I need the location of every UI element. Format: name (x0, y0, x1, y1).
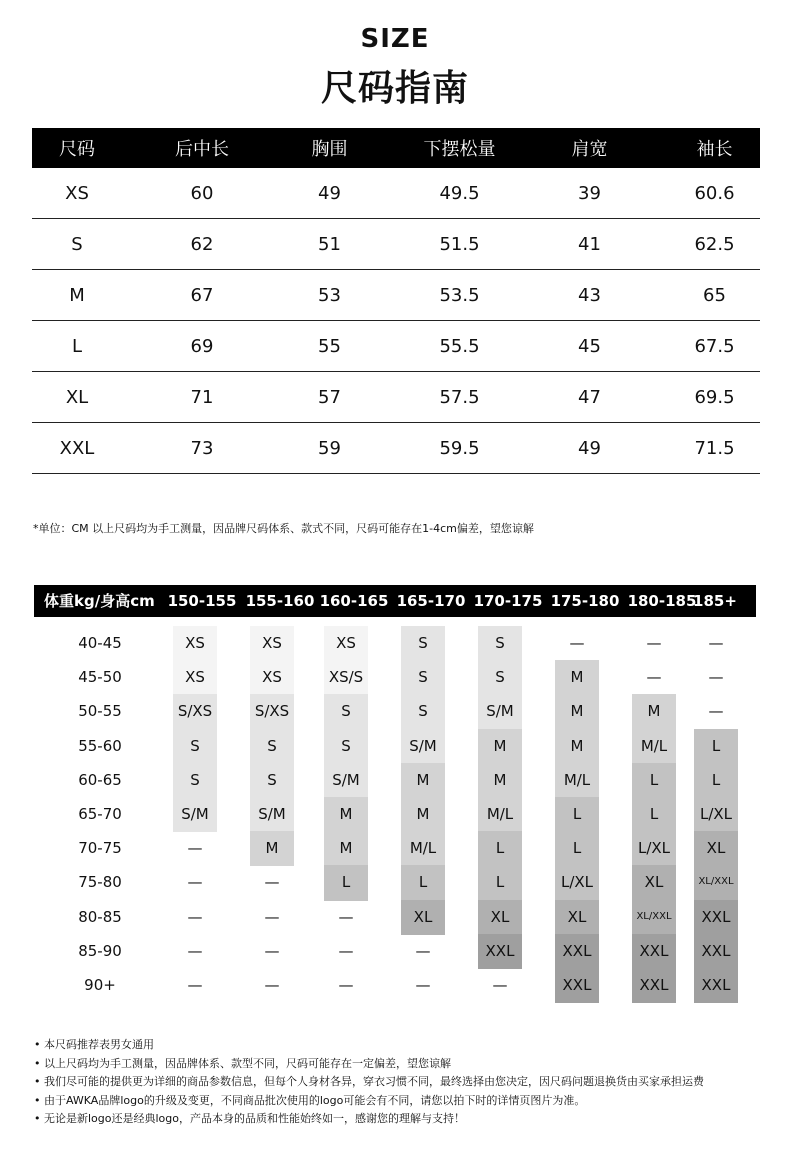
header-size: 尺码 (59, 139, 95, 160)
recommended-size-cell: — (708, 702, 724, 721)
recommended-size-cell: L (649, 770, 659, 789)
weight-row-label: 80-85 (78, 907, 122, 926)
cell-sleeve: 67.5 (694, 335, 735, 357)
cell-back-length: 60 (190, 182, 214, 204)
cell-chest: 53 (318, 284, 341, 306)
recommended-size-cell: M (493, 736, 507, 755)
weight-row-label: 50-55 (78, 702, 122, 721)
cell-sleeve: 69.5 (694, 386, 735, 408)
recommended-size-cell: XXL (485, 941, 515, 960)
size-table-header (32, 128, 760, 168)
recommended-size-cell: M (647, 702, 661, 721)
cell-size: L (71, 335, 83, 357)
recommended-size-cell: M/L (640, 736, 668, 755)
recommended-size-cell: L (418, 873, 428, 892)
cell-shoulder: 45 (578, 335, 601, 357)
cell-back-length: 71 (190, 386, 214, 408)
recommended-size-cell: — (492, 976, 508, 994)
recommended-size-cell: XL/XXL (698, 876, 734, 888)
height-column-header: 180-185 (627, 592, 697, 610)
recommended-size-cell: M (265, 839, 279, 858)
recommended-size-cell: S (495, 668, 505, 687)
recommended-size-cell: — (187, 907, 203, 926)
note-item: • 我们尽可能的提供更为详细的商品参数信息，但每个人身材各异，穿衣习惯不同，最终选择由您决定，因尺码问题退换货由买家承担运费 (34, 1075, 704, 1088)
recommended-size-cell: — (187, 941, 203, 960)
recommended-size-cell: — (338, 907, 354, 926)
cell-shoulder: 41 (578, 233, 601, 255)
recommended-size-cell: — (264, 907, 280, 926)
height-column-header: 165-170 (396, 592, 466, 610)
cell-back-length: 73 (190, 437, 214, 459)
cell-chest: 51 (318, 233, 341, 255)
recommended-size-cell: — (264, 941, 280, 960)
recommended-size-cell: S (495, 634, 505, 652)
recommendation-header (34, 585, 756, 617)
recommended-size-cell: S (190, 770, 200, 789)
recommended-size-cell: XL (490, 907, 510, 926)
recommended-size-cell: XXL (639, 976, 669, 994)
recommended-size-cell: — (338, 976, 354, 994)
cell-size: S (71, 233, 83, 255)
cell-hem: 57.5 (439, 386, 480, 408)
note-item: • 以上尺码均为手工测量，因品牌体系、款型不同，尺码可能存在一定偏差，望您谅解 (34, 1056, 451, 1070)
cell-size: XS (65, 182, 89, 204)
recommended-size-cell: M (339, 805, 353, 823)
recommended-size-cell: XXL (701, 941, 731, 960)
recommended-size-cell: S/M (332, 770, 360, 789)
recommended-size-cell: S/XS (177, 702, 213, 721)
recommended-size-cell: L (711, 770, 721, 789)
recommended-size-cell: XL/XXL (636, 910, 672, 922)
weight-row-label: 45-50 (78, 668, 122, 687)
recommended-size-cell: S (267, 736, 277, 755)
recommended-size-cell: XL (706, 839, 726, 858)
recommended-size-cell: S (418, 702, 428, 721)
cell-shoulder: 49 (578, 437, 601, 459)
recommended-size-cell: XS (262, 634, 282, 652)
size-table-row (32, 372, 760, 423)
note-item: • 无论是新logo还是经典logo，产品本身的品质和性能始终如一，感谢您的理解与支持！ (34, 1112, 465, 1125)
recommended-size-cell: L (495, 839, 505, 858)
cell-chest: 55 (318, 335, 341, 357)
cell-shoulder: 47 (578, 386, 601, 408)
note-item: • 本尺码推荐表男女通用 (34, 1038, 154, 1051)
recommended-size-cell: S/M (486, 702, 514, 721)
weight-row-label: 75-80 (78, 873, 122, 892)
recommended-size-cell: L/XL (637, 839, 671, 858)
weight-row-label: 55-60 (78, 736, 122, 755)
recommended-size-cell: — (338, 941, 354, 960)
recommended-size-cell: L (341, 873, 351, 892)
recommended-size-cell: XS (185, 634, 205, 652)
cell-sleeve: 60.6 (694, 182, 735, 204)
measurement-note: *单位：CM 以上尺码均为手工测量，因品牌尺码体系、款式不同，尺码可能存在1-4cm偏差，望您谅解 (33, 522, 534, 535)
recommended-size-cell: XXL (562, 941, 592, 960)
size-table-row (32, 423, 760, 474)
header-back-length: 后中长 (175, 139, 229, 160)
weight-row-label: 85-90 (78, 941, 122, 960)
cell-chest: 49 (318, 182, 341, 204)
recommended-size-cell: — (264, 976, 280, 994)
recommended-size-cell: M (416, 770, 430, 789)
recommended-size-cell: — (646, 634, 662, 652)
recommended-size-cell: XL (567, 907, 587, 926)
cell-sleeve: 62.5 (694, 233, 735, 255)
header-hem: 下摆松量 (423, 139, 496, 160)
recommended-size-cell: M (570, 668, 584, 687)
recommended-size-cell: L/XL (699, 805, 733, 823)
weight-row-label: 40-45 (78, 634, 122, 652)
cell-chest: 57 (318, 386, 341, 408)
header-sleeve: 袖长 (696, 139, 733, 160)
recommended-size-cell: S (418, 668, 428, 687)
recommended-size-cell: XL (644, 873, 664, 892)
recommended-size-cell: — (569, 634, 585, 652)
cell-chest: 59 (318, 437, 341, 459)
recommended-size-cell: M/L (486, 805, 514, 823)
recommended-size-cell: M/L (563, 770, 591, 789)
height-column-header: 155-160 (245, 592, 315, 610)
height-column-header: 170-175 (473, 592, 543, 610)
recommended-size-cell: S/XS (254, 702, 290, 721)
recommended-size-cell: L (572, 805, 582, 823)
title-size-en: SIZE (360, 24, 430, 54)
recommended-size-cell: XXL (562, 976, 592, 994)
height-column-header: 185+ (693, 592, 737, 610)
cell-size: XL (65, 386, 89, 408)
recommended-size-cell: L (649, 805, 659, 823)
size-table-row (32, 321, 760, 372)
cell-hem: 59.5 (439, 437, 480, 459)
cell-back-length: 62 (190, 233, 214, 255)
cell-sleeve: 65 (703, 284, 726, 306)
cell-hem: 55.5 (439, 335, 480, 357)
recommended-size-cell: — (187, 873, 203, 892)
cell-hem: 49.5 (439, 182, 480, 204)
weight-row-label: 65-70 (78, 805, 122, 823)
cell-shoulder: 39 (578, 182, 601, 204)
cell-back-length: 67 (190, 284, 214, 306)
recommended-size-cell: S (190, 736, 200, 755)
header-chest: 胸围 (311, 139, 348, 160)
recommended-size-cell: XS (336, 634, 356, 652)
recommended-size-cell: L/XL (560, 873, 594, 892)
height-column-header: 160-165 (319, 592, 389, 610)
recommended-size-cell: M (570, 702, 584, 721)
cell-size: XXL (59, 437, 95, 459)
size-table (32, 128, 760, 474)
cell-shoulder: 43 (578, 284, 601, 306)
cell-hem: 51.5 (439, 233, 480, 255)
size-table-row (32, 270, 760, 321)
recommended-size-cell: — (187, 976, 203, 994)
recommended-size-cell: L (711, 736, 721, 755)
recommended-size-cell: S (341, 736, 351, 755)
recommended-size-cell: — (708, 668, 724, 687)
recommended-size-cell: M (416, 805, 430, 823)
recommended-size-cell: S (418, 634, 428, 652)
cell-sleeve: 71.5 (694, 437, 735, 459)
cell-size: M (69, 284, 85, 306)
cell-back-length: 69 (190, 335, 214, 357)
recommended-size-cell: — (187, 839, 203, 858)
recommended-size-cell: XS (185, 668, 205, 687)
recommended-size-cell: — (708, 634, 724, 652)
recommended-size-cell: S (341, 702, 351, 721)
recommended-size-cell: XS (262, 668, 282, 687)
recommended-size-cell: S/M (181, 805, 209, 823)
notes-list (34, 1036, 704, 1129)
recommended-size-cell: XXL (701, 976, 731, 994)
size-table-row (32, 219, 760, 270)
recommended-size-cell: — (415, 976, 431, 994)
weight-row-label: 60-65 (78, 770, 122, 789)
recommended-size-cell: L (495, 873, 505, 892)
height-column-header: 150-155 (167, 592, 237, 610)
recommended-size-cell: XXL (639, 941, 669, 960)
height-column-header: 175-180 (550, 592, 620, 610)
corner-label: 体重kg/身高cm (44, 592, 155, 610)
recommended-size-cell: L (572, 839, 582, 858)
recommended-size-cell: XL (413, 907, 433, 926)
recommended-size-cell: M (570, 736, 584, 755)
recommended-size-cell: M (493, 770, 507, 789)
title-size-guide: 尺码指南 (320, 68, 469, 109)
header-shoulder: 肩宽 (571, 139, 608, 160)
recommended-size-cell: — (264, 873, 280, 892)
size-table-row (32, 168, 760, 219)
recommended-size-cell: M (339, 839, 353, 858)
recommended-size-cell: XS/S (328, 668, 364, 687)
recommended-size-cell: M/L (409, 839, 437, 858)
note-item: • 由于AWKA品牌logo的升级及变更，不同商品批次使用的logo可能会有不同，请您以拍下时的详情页图片为准。 (34, 1093, 586, 1107)
recommended-size-cell: S/M (409, 736, 437, 755)
recommended-size-cell: — (415, 941, 431, 960)
recommended-size-cell: XXL (701, 907, 731, 926)
recommended-size-cell: S (267, 770, 277, 789)
recommended-size-cell: S/M (258, 805, 286, 823)
weight-row-label: 70-75 (78, 839, 122, 858)
weight-row-label: 90+ (84, 976, 116, 994)
recommended-size-cell: — (646, 668, 662, 687)
cell-hem: 53.5 (439, 284, 480, 306)
